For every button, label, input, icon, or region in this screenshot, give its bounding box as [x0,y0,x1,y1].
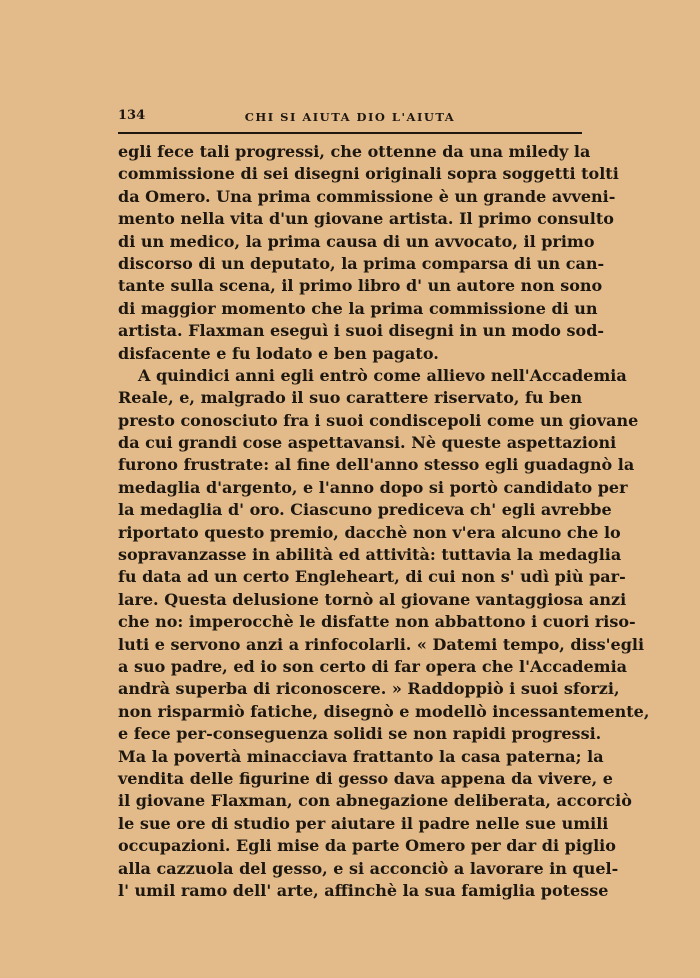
text-line: sopravanzasse in abilità ed attività: tuttavia la medaglia [118,545,622,565]
text-line: da cui grandi cose aspettavansi. Nè queste aspettazioni [118,433,617,453]
text-line: tante sulla scena, il primo libro d' un autore non sono [118,276,603,296]
page-number: 134 [118,108,146,123]
text-line: medaglia d'argento, e l'anno dopo si portò candidato per [118,477,628,497]
text-line: a suo padre, ed io son certo di far opera che l'Accademia [118,656,628,676]
text-line: commissione di sei disegni originali sopra soggetti tolti [118,164,619,184]
text-line: da Omero. Una prima commissione è un grande avveni- [118,186,616,206]
text-line: presto conosciuto fra i suoi condiscepoli come un giovane [118,410,639,430]
text-line: A quindici anni egli entrò come allievo nell'Accademia [138,365,627,385]
text-line: l' umil ramo dell' arte, affinchè la sua famiglia potesse [118,880,609,900]
text-line: fu data ad un certo Engleheart, di cui non s' udì più par- [118,567,626,587]
text-line: discorso di un deputato, la prima comparsa di un can- [118,253,605,273]
text-line: andrà superba di riconoscere. » Raddoppiò i suoi sforzi, [118,679,620,699]
text-line: che no: imperocchè le disfatte non abbattono i cuori riso- [118,612,636,632]
text-line: le sue ore di studio per aiutare il padre nelle sue umili [118,813,609,833]
text-line: Ma la povertà minacciava frattanto la casa paterna; la [118,746,604,766]
text-line: di maggior momento che la prima commissione di un [118,298,598,318]
text-line: mento nella vita d'un giovane artista. Il primo consulto [118,209,614,229]
body-text [118,141,650,902]
text-line: di un medico, la prima causa di un avvocato, il primo [118,231,595,251]
text-line: furono frustrate: al fine dell'anno stesso egli guadagnò la [118,455,635,475]
text-line: Reale, e, malgrado il suo carattere riservato, fu ben [118,388,583,408]
text-line: disfacente e fu lodato e ben pagato. [118,343,439,363]
text-line: egli fece tali progressi, che ottenne da una miledy la [118,142,591,161]
text-line: artista. Flaxman eseguì i suoi disegni in un modo sod- [118,321,605,341]
text-line: il giovane Flaxman, con abnegazione deliberata, accorciò [118,791,632,811]
text-line: riportato questo premio, dacchè non v'era alcuno che lo [118,522,621,542]
text-line: occupazioni. Egli mise da parte Omero per dar di piglio [118,836,616,856]
text-line: lare. Questa delusione tornò al giovane vantaggiosa anzi [118,589,627,609]
text-line: e fece per-conseguenza solidi se non rapidi progressi. [118,724,602,744]
text-line: la medaglia d' oro. Ciascuno prediceva ch' egli avrebbe [118,500,612,520]
text-line: non risparmiò fatiche, disegnò e modellò incessantemente, [118,701,650,721]
text-line: vendita delle figurine di gesso dava appena da vivere, e [118,768,613,788]
text-line: luti e servono anzi a rinfocolarli. « Datemi tempo, diss'egli [118,634,645,654]
page-header [118,108,582,126]
header-rule [118,132,582,134]
text-line: alla cazzuola del gesso, e si acconciò a lavorare in quel- [118,858,619,878]
running-title: CHI SI AIUTA DIO L'AIUTA [244,110,456,124]
